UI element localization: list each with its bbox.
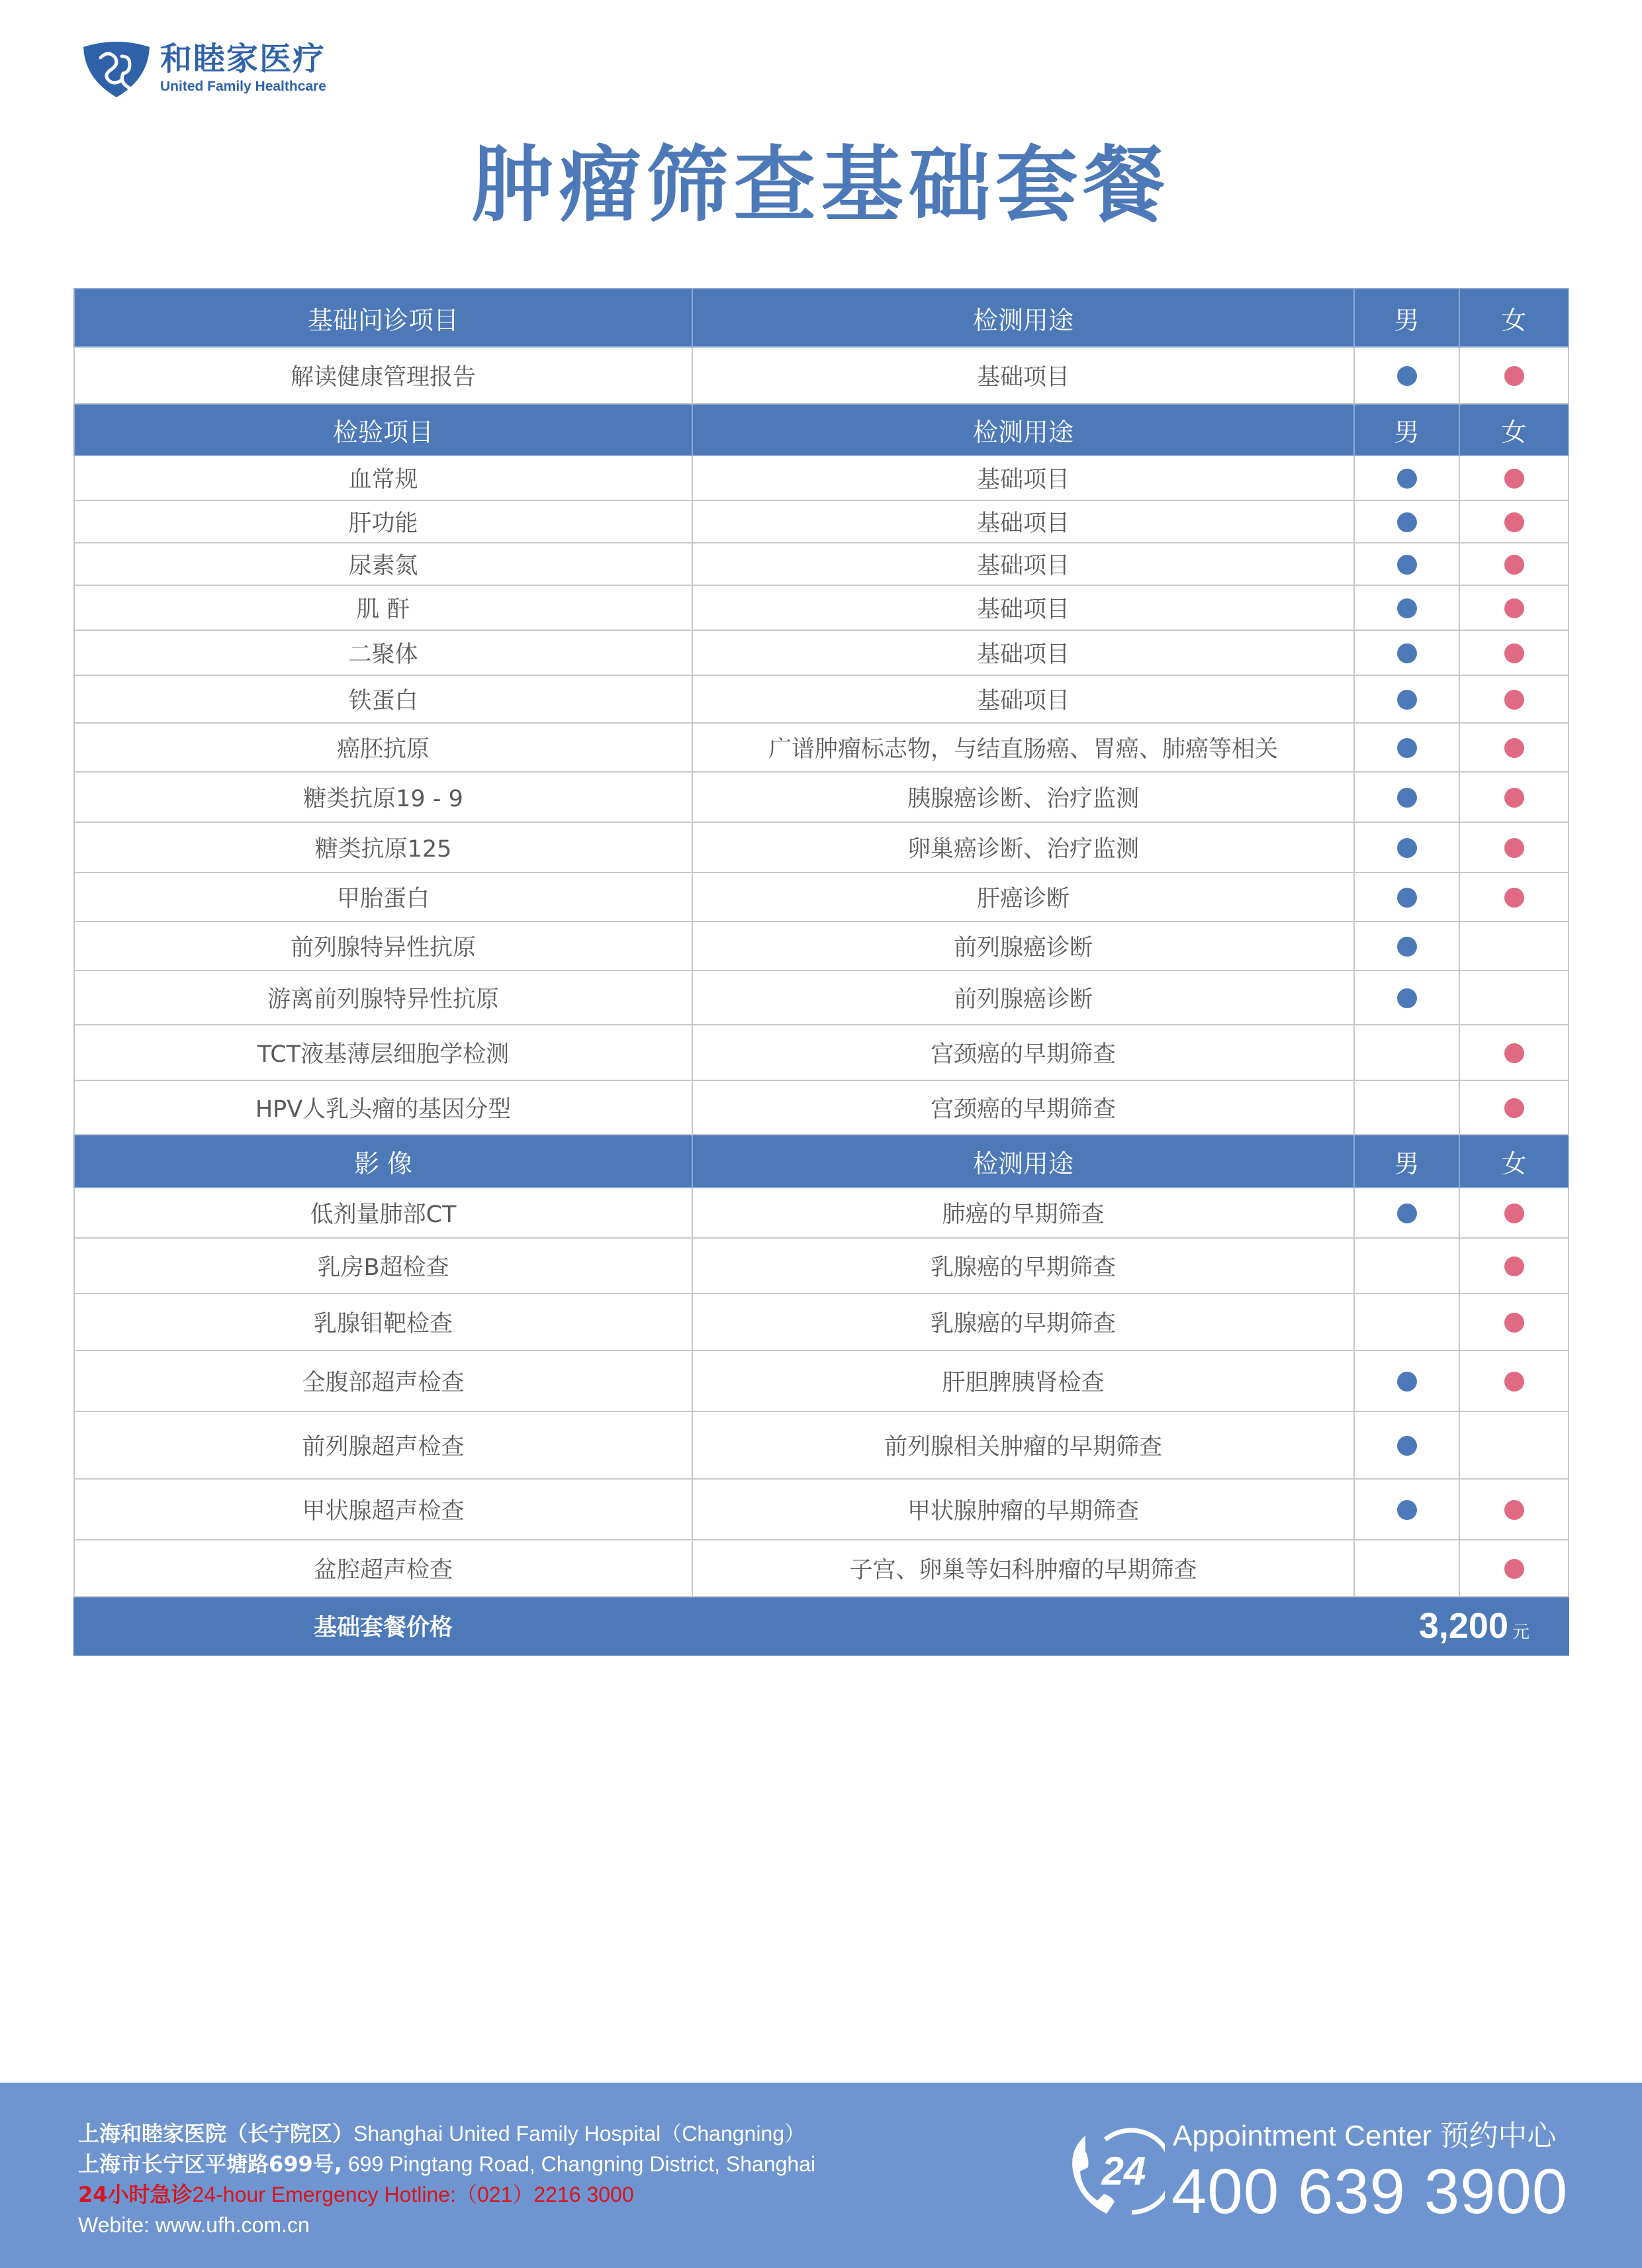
page-title: 肿瘤筛查基础套餐 [471, 138, 1171, 233]
female-dot-icon [1504, 1204, 1524, 1223]
item-use: 胰腺癌诊断、治疗监测 [692, 772, 1354, 822]
header-item: 影 像 [74, 1135, 692, 1188]
item-use: 甲状腺肿瘤的早期筛查 [692, 1479, 1354, 1540]
table-row [74, 543, 1569, 585]
female-cell [1459, 822, 1569, 873]
male-dot-icon [1397, 888, 1417, 908]
item-name: 肌 酐 [74, 585, 692, 630]
hospital-address [78, 2149, 815, 2179]
male-cell [1354, 455, 1459, 500]
male-dot-icon [1397, 988, 1417, 1008]
female-dot-icon [1504, 555, 1524, 575]
table-row [74, 675, 1569, 723]
item-name: 血常规 [74, 455, 692, 500]
table-row [74, 1294, 1569, 1350]
female-dot-icon [1504, 512, 1524, 532]
male-dot-icon [1397, 937, 1417, 957]
phone-24-icon [1059, 2120, 1165, 2226]
male-cell [1354, 500, 1459, 543]
item-use: 基础项目 [692, 585, 1354, 630]
item-name: 乳房B超检查 [74, 1238, 692, 1294]
price-value-cell [692, 1597, 1569, 1655]
male-dot-icon [1397, 469, 1417, 489]
appointment-phone: 400 639 3900 [1171, 2156, 1569, 2227]
male-dot-icon [1397, 1436, 1417, 1456]
item-use: 基础项目 [692, 543, 1354, 585]
item-use: 前列腺癌诊断 [692, 921, 1354, 970]
female-cell [1459, 585, 1569, 630]
header-use: 检测用途 [692, 1135, 1354, 1188]
header-female: 女 [1459, 404, 1569, 455]
appointment-center [1059, 2112, 1575, 2244]
female-cell [1459, 970, 1569, 1025]
item-name: 糖类抗原125 [74, 822, 692, 873]
header-use: 检测用途 [692, 289, 1354, 347]
item-use: 肺癌的早期筛查 [692, 1188, 1354, 1238]
table-row [74, 585, 1569, 630]
female-cell [1459, 1350, 1569, 1411]
table-row [74, 1540, 1569, 1597]
male-dot-icon [1397, 643, 1417, 663]
price-row [74, 1597, 1569, 1655]
item-use: 卵巢癌诊断、治疗监测 [692, 822, 1354, 873]
header-item: 基础问诊项目 [74, 289, 692, 347]
price-value: 3,200 [1418, 1606, 1508, 1646]
female-dot-icon [1504, 738, 1524, 758]
female-dot-icon [1504, 888, 1524, 908]
item-name: 糖类抗原19 - 9 [74, 772, 692, 822]
item-use: 肝癌诊断 [692, 873, 1354, 921]
male-cell [1354, 543, 1459, 585]
header-item: 检验项目 [74, 404, 692, 455]
item-use: 肝胆脾胰肾检查 [692, 1350, 1354, 1411]
male-dot-icon [1397, 788, 1417, 808]
female-dot-icon [1504, 1043, 1524, 1063]
male-cell [1354, 970, 1459, 1025]
table-row [74, 1080, 1569, 1135]
section-header-row [74, 289, 1569, 347]
emergency-en: 24-hour Emergency Hotline:（021）2216 3000 [192, 2183, 634, 2206]
item-name: 乳腺钼靶检查 [74, 1294, 692, 1350]
female-dot-icon [1504, 1256, 1524, 1276]
package-table [73, 288, 1569, 1656]
table-row [74, 1350, 1569, 1411]
female-dot-icon [1504, 690, 1524, 710]
item-use: 子宫、卵巢等妇科肿瘤的早期筛查 [692, 1540, 1354, 1597]
male-cell [1354, 772, 1459, 822]
item-name: 前列腺特异性抗原 [74, 921, 692, 970]
male-cell [1354, 873, 1459, 921]
item-name: 铁蛋白 [74, 675, 692, 723]
item-use: 基础项目 [692, 347, 1354, 404]
table-row [74, 970, 1569, 1025]
female-dot-icon [1504, 1372, 1524, 1392]
female-cell [1459, 1411, 1569, 1479]
female-cell [1459, 1080, 1569, 1135]
female-cell [1459, 455, 1569, 500]
female-cell [1459, 500, 1569, 543]
male-cell [1354, 1080, 1459, 1135]
male-cell [1354, 585, 1459, 630]
header-female: 女 [1459, 289, 1569, 347]
price-label: 基础套餐价格 [74, 1597, 692, 1655]
female-dot-icon [1504, 788, 1524, 808]
male-dot-icon [1397, 598, 1417, 618]
header-female: 女 [1459, 1135, 1569, 1188]
item-use: 基础项目 [692, 675, 1354, 723]
male-cell [1354, 630, 1459, 675]
female-dot-icon [1504, 366, 1524, 386]
logo-english-name: United Family Healthcare [160, 79, 326, 94]
emergency-hotline [78, 2179, 815, 2210]
item-use: 基础项目 [692, 630, 1354, 675]
male-cell [1354, 1350, 1459, 1411]
female-dot-icon [1504, 838, 1524, 858]
male-cell [1354, 1411, 1459, 1479]
male-dot-icon [1397, 1372, 1417, 1392]
item-name: 低剂量肺部CT [74, 1188, 692, 1238]
female-cell [1459, 1025, 1569, 1080]
header-male: 男 [1354, 289, 1459, 347]
table-row [74, 772, 1569, 822]
male-cell [1354, 1540, 1459, 1597]
item-name: 解读健康管理报告 [74, 347, 692, 404]
male-dot-icon [1397, 838, 1417, 858]
item-name: 盆腔超声检查 [74, 1540, 692, 1597]
item-name: 肝功能 [74, 500, 692, 543]
section-header-row [74, 1135, 1569, 1188]
male-dot-icon [1397, 1204, 1417, 1223]
female-cell [1459, 1479, 1569, 1540]
male-cell [1354, 1294, 1459, 1350]
item-name: 甲状腺超声检查 [74, 1479, 692, 1540]
item-use: 乳腺癌的早期筛查 [692, 1294, 1354, 1350]
male-dot-icon [1397, 738, 1417, 758]
footer [0, 2083, 1642, 2268]
male-cell [1354, 347, 1459, 404]
female-cell [1459, 675, 1569, 723]
male-cell [1354, 1188, 1459, 1238]
item-name: TCT液基薄层细胞学检测 [74, 1025, 692, 1080]
female-dot-icon [1504, 1098, 1524, 1118]
female-cell [1459, 1540, 1569, 1597]
table-row [74, 455, 1569, 500]
hospital-name-cn: 上海和睦家医院（长宁院区） [78, 2121, 354, 2146]
hospital-name [78, 2118, 815, 2149]
male-dot-icon [1397, 690, 1417, 710]
header-male: 男 [1354, 1135, 1459, 1188]
female-dot-icon [1504, 598, 1524, 618]
item-use: 基础项目 [692, 500, 1354, 543]
item-use: 基础项目 [692, 455, 1354, 500]
male-dot-icon [1397, 555, 1417, 575]
table-row [74, 500, 1569, 543]
item-use: 宫颈癌的早期筛查 [692, 1080, 1354, 1135]
item-name: 二聚体 [74, 630, 692, 675]
header-male: 男 [1354, 404, 1459, 455]
item-name: 癌胚抗原 [74, 723, 692, 772]
address-en: 699 Pingtang Road, Changning District, Shanghai [342, 2152, 816, 2176]
female-cell [1459, 543, 1569, 585]
item-use: 乳腺癌的早期筛查 [692, 1238, 1354, 1294]
table-row [74, 873, 1569, 921]
table-row [74, 1479, 1569, 1540]
table-row [74, 1188, 1569, 1238]
male-dot-icon [1397, 512, 1417, 532]
item-name: HPV人乳头瘤的基因分型 [74, 1080, 692, 1135]
female-cell [1459, 1238, 1569, 1294]
phone-icon-label: 24 [1101, 2149, 1146, 2193]
female-cell [1459, 1294, 1569, 1350]
female-cell [1459, 921, 1569, 970]
female-cell [1459, 873, 1569, 921]
male-dot-icon [1397, 1500, 1417, 1520]
male-cell [1354, 822, 1459, 873]
male-dot-icon [1397, 366, 1417, 386]
female-cell [1459, 772, 1569, 822]
female-dot-icon [1504, 643, 1524, 663]
item-name: 甲胎蛋白 [74, 873, 692, 921]
table-row [74, 723, 1569, 772]
section-header-row [74, 404, 1569, 455]
female-dot-icon [1504, 1559, 1524, 1579]
item-use: 前列腺癌诊断 [692, 970, 1354, 1025]
item-use: 宫颈癌的早期筛查 [692, 1025, 1354, 1080]
male-cell [1354, 723, 1459, 772]
table-row [74, 1025, 1569, 1080]
female-dot-icon [1504, 1313, 1524, 1333]
table-row [74, 1238, 1569, 1294]
item-use: 前列腺相关肿瘤的早期筛查 [692, 1411, 1354, 1479]
price-unit: 元 [1512, 1623, 1529, 1642]
ufh-logo-icon [81, 38, 152, 99]
female-cell [1459, 1188, 1569, 1238]
item-name: 全腹部超声检查 [74, 1350, 692, 1411]
table-row [74, 822, 1569, 873]
female-cell [1459, 630, 1569, 675]
female-dot-icon [1504, 1500, 1524, 1520]
table-row [74, 347, 1569, 404]
male-cell [1354, 1238, 1459, 1294]
female-cell [1459, 347, 1569, 404]
item-name: 游离前列腺特异性抗原 [74, 970, 692, 1025]
item-use: 广谱肿瘤标志物，与结直肠癌、胃癌、肺癌等相关 [692, 723, 1354, 772]
table-row [74, 1411, 1569, 1479]
item-name: 尿素氮 [74, 543, 692, 585]
female-dot-icon [1504, 469, 1524, 489]
table-row [74, 630, 1569, 675]
website: Webite: www.ufh.com.cn [78, 2213, 310, 2237]
male-cell [1354, 921, 1459, 970]
logo-chinese-name: 和睦家医疗 [160, 40, 326, 77]
male-cell [1354, 675, 1459, 723]
male-cell [1354, 1025, 1459, 1080]
male-cell [1354, 1479, 1459, 1540]
appointment-label: Appointment Center 预约中心 [1173, 2120, 1557, 2152]
table-row [74, 921, 1569, 970]
header-use: 检测用途 [692, 404, 1354, 455]
address-cn: 上海市长宁区平塘路699号, [78, 2151, 342, 2177]
logo [81, 36, 326, 101]
item-name: 前列腺超声检查 [74, 1411, 692, 1479]
hospital-name-en: Shanghai United Family Hospital（Changning） [353, 2122, 806, 2146]
female-cell [1459, 723, 1569, 772]
emergency-cn: 24小时急诊 [78, 2182, 193, 2207]
